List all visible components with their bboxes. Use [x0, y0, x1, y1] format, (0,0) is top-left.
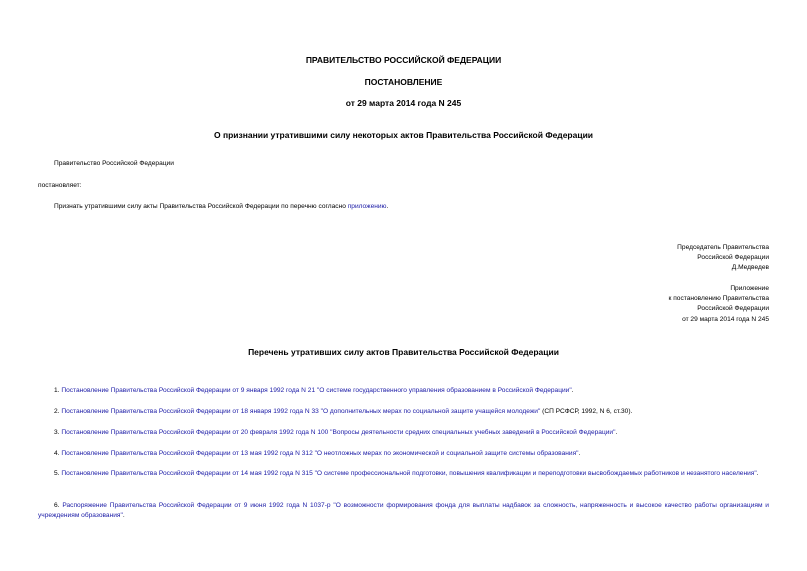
item-tail: .: [756, 470, 759, 477]
operative-tail: .: [386, 203, 389, 210]
item-tail: .: [122, 512, 125, 519]
list-item: [38, 407, 769, 417]
issuer-text: Правительство Российской Федерации: [54, 160, 174, 167]
appendix-line: от 29 марта 2014 года N 245: [682, 315, 769, 323]
list-item: [38, 469, 769, 479]
item-number: 3.: [54, 429, 60, 436]
item-number: 1.: [54, 387, 60, 394]
signature-line: Председатель Правительства: [677, 244, 769, 251]
date-number-heading: от 29 марта 2014 года N 245: [345, 98, 462, 108]
act-link[interactable]: Распоряжение Правительства Российской Федерации от 9 июня 1992 года N 1037-р "О возможности формирования фонда для выплаты надбавок за сложность, напряженность и высокое качество работы организациям и учреждениям образования": [38, 502, 769, 519]
act-link[interactable]: Постановление Правительства Российской Федерации от 18 января 1992 года N 33 "О дополнительных мерах по социальной защите учащейся молодежи": [61, 408, 541, 415]
signature-line: Д.Медведев: [731, 264, 769, 272]
appendix-line: Российской Федерации: [697, 305, 769, 313]
item-number: 6.: [54, 502, 60, 509]
item-tail: .: [578, 450, 581, 457]
document-title: О признании утратившими силу некоторых актов Правительства Российской Федерации: [213, 130, 594, 140]
act-link[interactable]: Постановление Правительства Российской Федерации от 13 мая 1992 года N 312 "О неотложных мерах по экономической и социальной защите системы образования": [61, 450, 579, 457]
act-link[interactable]: Постановление Правительства Российской Федерации от 9 января 1992 года N 21 "О системе государственного управления образованием в Российской Федерации": [61, 387, 572, 394]
list-item: [38, 386, 769, 396]
item-tail: .: [571, 387, 574, 394]
appendix-reference-block: [669, 284, 770, 325]
signature-line: Российской Федерации: [697, 254, 769, 262]
item-number: 5.: [54, 470, 60, 477]
act-link[interactable]: Постановление Правительства Российской Федерации от 20 февраля 1992 года N 100 "Вопросы деятельности средних специальных учебных заведений в Российской Федерации": [61, 429, 616, 436]
appendix-line: к постановлению Правительства: [668, 295, 769, 303]
list-item: [38, 428, 769, 438]
item-tail: (СП РСФСР, 1992, N 6, ст.30).: [540, 408, 633, 415]
list-item: [38, 449, 769, 459]
operative-text: Признать утратившими силу акты Правительства Российской Федерации по перечню согласно: [54, 203, 348, 210]
item-tail: .: [615, 429, 618, 436]
decrees-text: постановляет:: [38, 182, 82, 189]
government-heading: ПРАВИТЕЛЬСТВО РОССИЙСКОЙ ФЕДЕРАЦИИ: [305, 55, 502, 65]
signature-block: [677, 243, 769, 274]
doc-type-heading: ПОСТАНОВЛЕНИЕ: [364, 77, 443, 87]
appendix-line: Приложение: [730, 285, 769, 292]
appendix-link[interactable]: приложению: [347, 203, 387, 210]
item-number: 4.: [54, 450, 60, 457]
item-number: 2.: [54, 408, 60, 415]
list-title: Перечень утративших силу актов Правительства Российской Федерации: [248, 347, 559, 357]
list-item: [38, 501, 769, 521]
operative-paragraph: [54, 202, 388, 212]
act-link[interactable]: Постановление Правительства Российской Федерации от 14 мая 1992 года N 315 "О системе профессиональной подготовки, повышения квалификации и переподготовки высвобождаемых работников и незанятого населения": [61, 470, 757, 477]
